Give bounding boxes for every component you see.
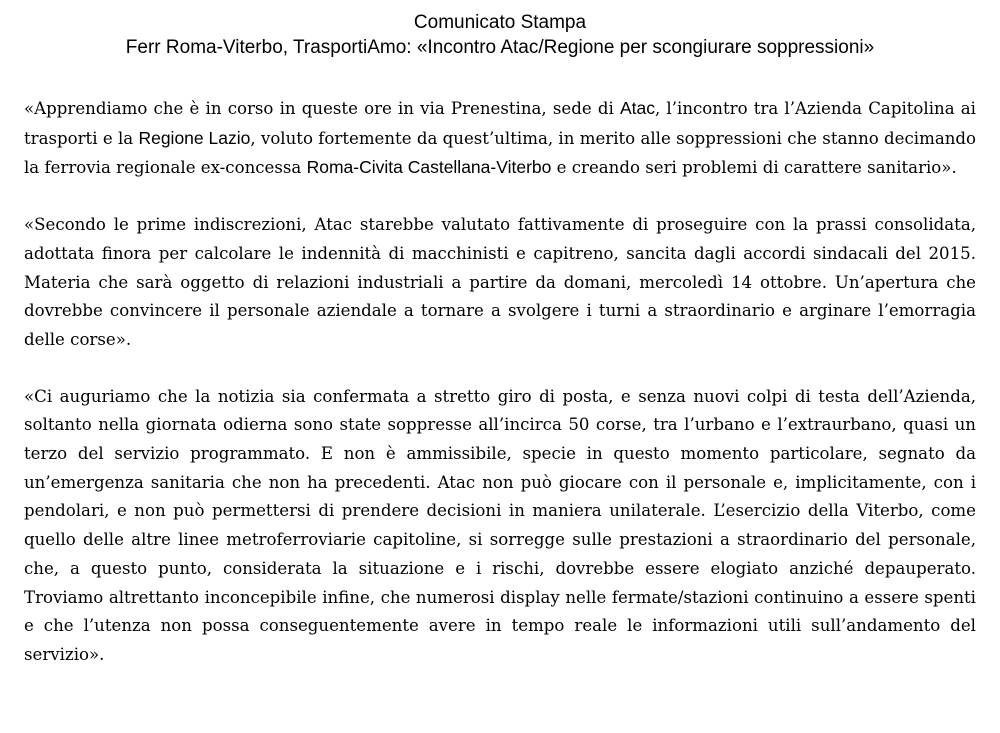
paragraph-3: «Ci auguriamo che la notizia sia confermata a stretto giro di posta, e senza nuovi colpi di testa dell’Azienda, soltanto nella giornata odierna sono state soppresse all’incirca 50 corse, tra l’urbano e l’extraurbano, quasi un terzo del servizio programmato. E non è ammissibile, specie in questo momento particolare, segnato da un’emergenza sanitaria che non ha precedenti. Atac non può giocare con il personale e, implicitamente, con i pendolari, e non può permettersi di prendere decisioni in maniera unilaterale. L’esercizio della Viterbo, come quello delle altre linee metroferroviarie capitoline, si sorregge sulle prestazioni a straordinario del personale, che, a questo punto, considerata la situazione e i rischi, dovrebbe essere elogiato anziché depauperato. Troviamo altrettanto inconcepibile infine, che numerosi display nelle fermate/stazioni continuino a essere spenti e che l’utenza non possa conseguentemente avere in tempo reale le informazioni utili sull’andamento del servizio». [24, 386, 976, 664]
paragraph-1-text-c: , voluto fortemente da quest’ultima, in merito alle soppressioni che stanno decimando la ferrovia regionale ex-concessa [24, 128, 977, 178]
paragraph-1-text-b: , l’incontro tra l’Azienda Capitolina ai trasporti e la [24, 99, 976, 148]
document-subtitle: Ferr Roma-Viterbo, TrasportiAmo: «Incontro Atac/Regione per scongiurare soppressioni» [125, 37, 875, 58]
paragraph-1-text-a: «Apprendiamo che è in corso in queste ore in via Prenestina, sede di [24, 99, 620, 118]
document-title: Comunicato Stampa [413, 12, 587, 33]
paragraph-2: «Secondo le prime indiscrezioni, Atac starebbe valutato fattivamente di proseguire con la prassi consolidata, adottata finora per calcolare le indennità di macchinisti e capitreno, sancita dagli accordi sindacali del 2015. Materia che sarà oggetto di relazioni industriali a partire da domani, mercoledì 14 ottobre. Un’apertura che dovrebbe convincere il personale aziendale a tornare a svolgere i turni a straordinario e arginare l’emorragia delle corse». [24, 215, 976, 349]
highlight-regione-lazio: Regione Lazio [138, 127, 251, 148]
press-release-page [24, 10, 976, 670]
press-release-header [24, 10, 976, 60]
highlight-atac: Atac [619, 98, 655, 118]
press-release-body [24, 94, 976, 670]
paragraph-1 [24, 94, 976, 183]
highlight-railway-line: Roma-Civita Castellana-Viterbo [306, 157, 552, 178]
paragraph-1-text-d: e creando seri problemi di carattere sanitario». [551, 158, 957, 178]
